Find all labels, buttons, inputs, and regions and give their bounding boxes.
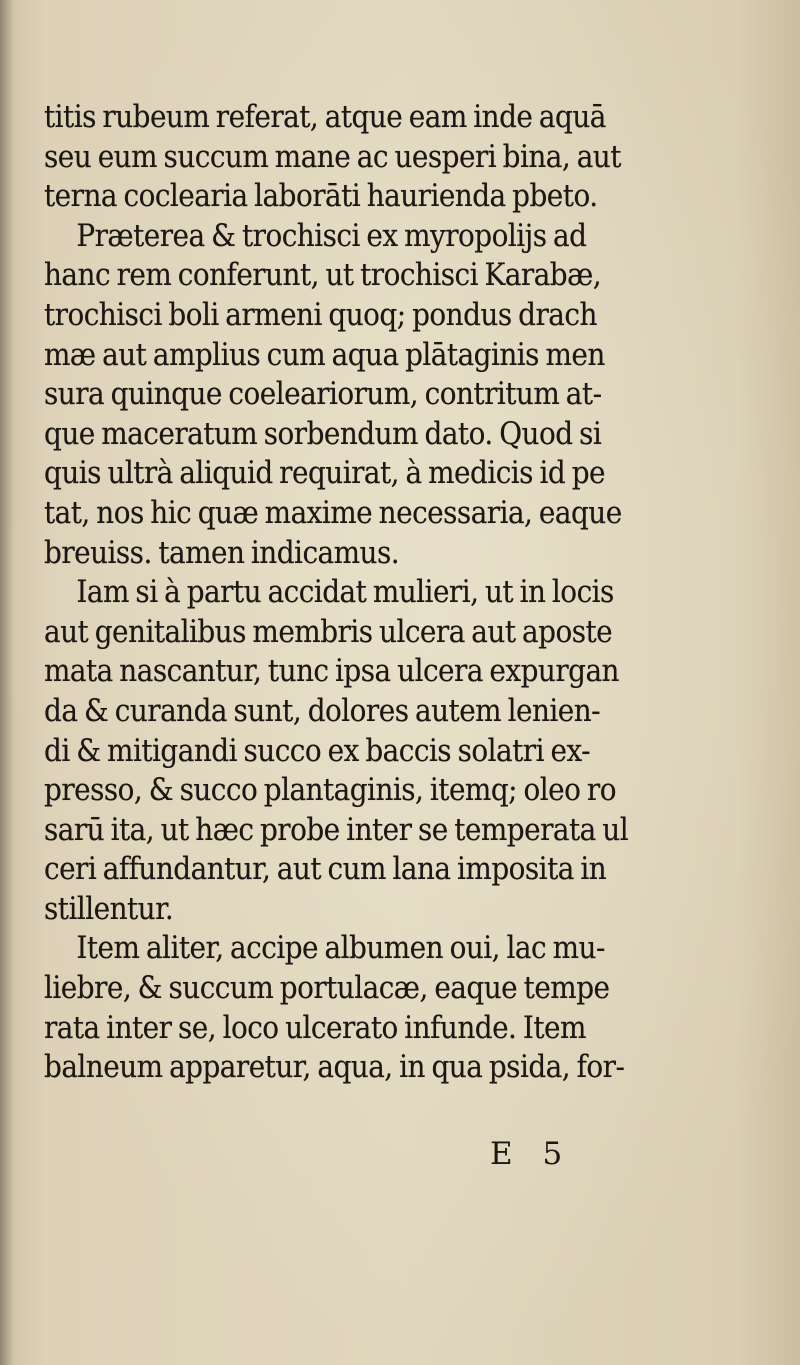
text-line: Præterea & trochisci ex myropolijs ad [76,217,587,254]
text-line: quis ultrà aliquid requirat, à medicis id pe [44,455,606,492]
text-line: seu eum succum mane ac uesperi bina, aut [44,138,621,175]
text-line: stillentur. [44,890,174,927]
text-line: aut genitalibus membris ulcera aut aposte [44,613,613,650]
text-line: trochisci boli armeni quoq; pondus drach [44,296,597,333]
text-line: rata inter se, loco ulcerato infunde. Item [44,1009,586,1046]
text-line: sarū ita, ut hæc probe inter se temperata ul [44,811,629,848]
text-line: terna coclearia laborāti haurienda pbeto. [44,178,598,215]
text-line: titis rubeum referat, atque eam inde aquā [44,99,606,135]
text-line: mata nascantur, tunc ipsa ulcera expurgan [44,653,620,690]
text-line: ceri affundantur, aut cum lana imposita in [44,851,607,888]
text-line: breuiss. tamen indicamus. [44,534,400,571]
binding-gutter [0,0,14,1365]
text-line: sura quinque coeleariorum, contritum at- [44,376,602,413]
body-text [44,98,664,1088]
text-line: que maceratum sorbendum dato. Quod si [44,415,602,452]
text-line: Iam si à partu accidat mulieri, ut in locis [76,574,614,611]
text-line: mæ aut amplius cum aqua plātaginis men [44,336,605,373]
text-line: di & mitigandi succo ex baccis solatri ex- [44,732,591,769]
text-line: da & curanda sunt, dolores autem lenien- [44,692,601,729]
signature-mark: E 5 [490,1136,573,1172]
text-line: tat, nos hic quæ maxime necessaria, eaque [44,494,622,531]
text-line: presso, & succo plantaginis, itemq; oleo ro [44,772,616,809]
text-line: hanc rem conferunt, ut trochisci Karabæ, [44,257,602,294]
text-line: balneum apparetur, aqua, in qua psida, for- [44,1049,625,1086]
text-line: Item aliter, accipe albumen oui, lac mu- [76,930,605,967]
text-line: liebre, & succum portulacæ, eaque tempe [44,970,610,1007]
